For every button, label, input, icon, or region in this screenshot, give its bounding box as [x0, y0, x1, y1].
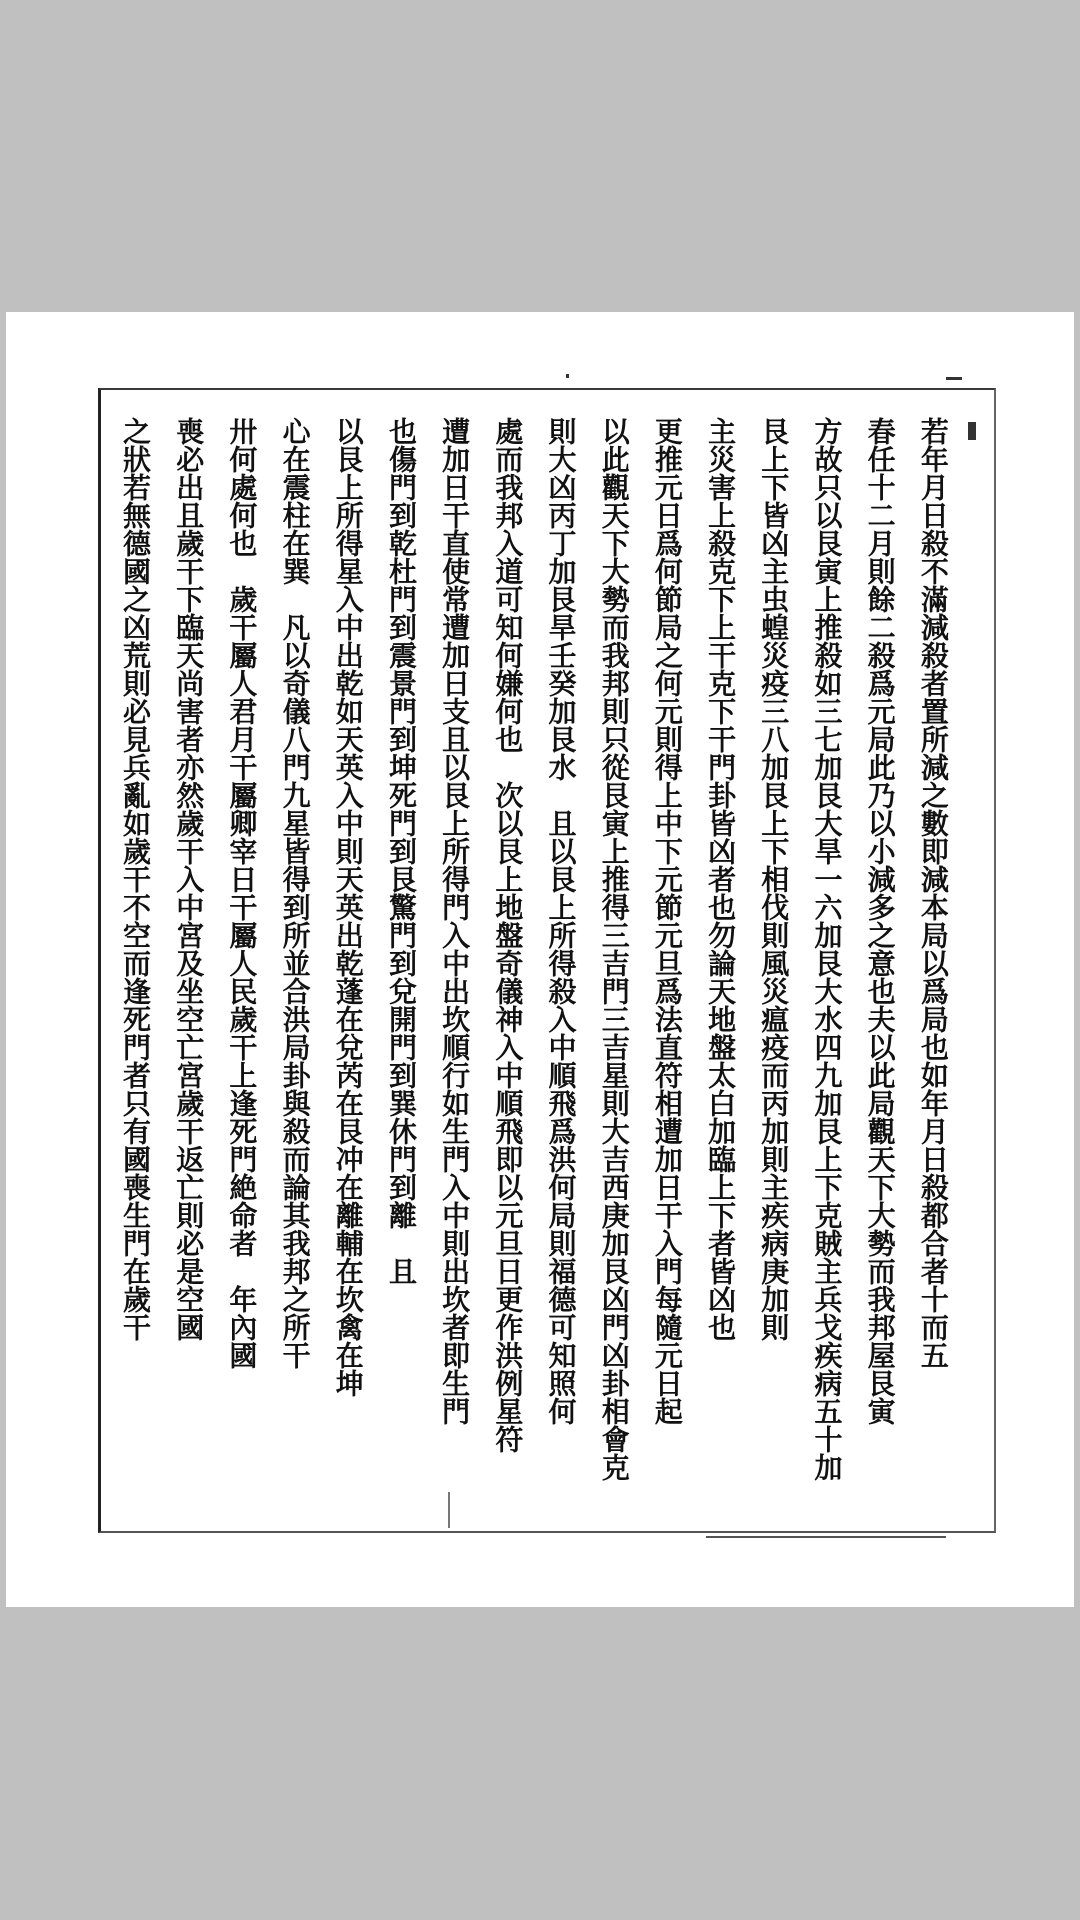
vertical-text-block	[111, 417, 957, 1497]
text-column: 心在震柱在巽 凡以奇儀八門九星皆得到所並合洪局卦與殺而論其我邦之所干	[278, 417, 312, 1369]
text-column: 遭加日干直使常遭加日支且以艮上所得門入中出坎順行如生門入中則出坎者即生門	[438, 417, 472, 1425]
text-column: 更推元日爲何節局之何元則得上中下元節元旦爲法直符相遭加日干入門每隨元日起	[650, 417, 684, 1425]
text-column: 方故只以艮寅上推殺如三七加艮大旱一六加艮大水四九加艮上下克賊主兵戈疾病五十加	[810, 417, 844, 1481]
ink-speck	[946, 377, 962, 380]
text-column: 主災害上殺克下上干克下干門卦皆凶者也勿論天地盤太白加臨上下者皆凶也	[704, 417, 738, 1341]
ink-speck	[566, 374, 569, 378]
text-column: 艮上下皆凶主虫蝗災疫三八加艮上下相伐則風災瘟疫而丙加則主疾病庚加則	[757, 417, 791, 1341]
text-column: 若年月日殺不滿減殺者置所減之數即減本局以爲局也如年月日殺都合者十而五	[916, 417, 950, 1369]
ink-speck	[968, 422, 976, 440]
ink-speck	[448, 1492, 450, 1528]
text-column: 以艮上所得星入中出乾如天英入中則天英出乾蓬在兌芮在艮冲在離輔在坎禽在坤	[331, 417, 365, 1397]
text-column: 也傷門到乾杜門到震景門到坤死門到艮驚門到兌開門到巽休門到離 且	[384, 417, 418, 1285]
ink-speck	[706, 1536, 946, 1538]
text-column: 則大凶丙丁加艮旱壬癸加艮水 且以艮上所得殺入中順飛爲洪何局則福德可知照何	[544, 417, 578, 1425]
text-column: 卅何處何也 歲干屬人君月干屬卿宰日干屬人民歲干上逢死門絶命者 年內國	[225, 417, 259, 1369]
text-column: 之狀若無德國之凶荒則必見兵亂如歲干不空而逢死門者只有國喪生門在歲干	[119, 417, 152, 1341]
text-column: 春任十二月則餘二殺爲元局此乃以小減多之意也夫以此局觀天下大勢而我邦屋艮寅	[863, 417, 897, 1425]
scanned-page	[6, 312, 1074, 1607]
text-column: 處而我邦入道可知何嫌何也 次以艮上地盤奇儀神入中順飛即以元旦日更作洪例星符	[491, 417, 525, 1453]
text-column: 以此觀天下大勢而我邦則只從艮寅上推得三吉門三吉星則大吉西庚加艮凶門凶卦相會克	[597, 417, 631, 1481]
text-column: 喪必出且歲干下臨天尚害者亦然歲干入中宮及坐空亡宮歲干返亡則必是空國	[172, 417, 206, 1341]
